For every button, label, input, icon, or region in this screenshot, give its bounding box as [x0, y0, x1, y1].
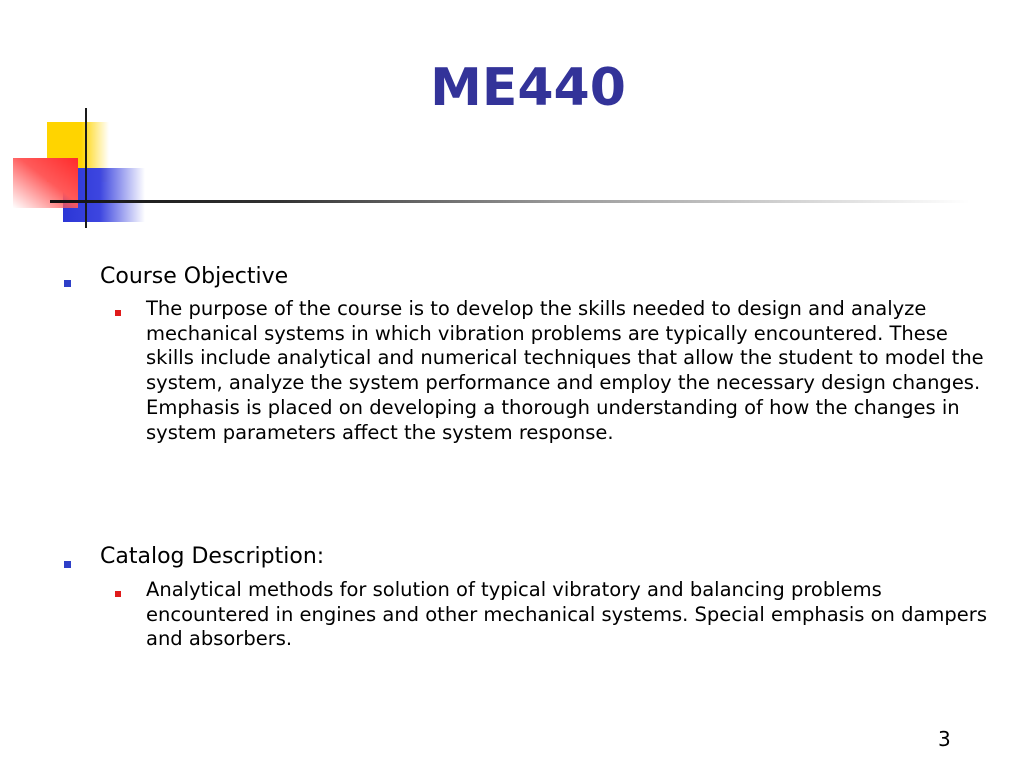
slide-title: ME440	[430, 58, 626, 118]
level2-bullet	[115, 310, 121, 316]
vertical-line	[85, 108, 87, 228]
catalog-description-text: Analytical methods for solution of typical vibratory and balancing problems encountered in engines and other mechanical systems. Special emphasis on dampers and absorbers.	[146, 578, 987, 651]
title-underline-rule	[50, 200, 970, 203]
course-objective-text: The purpose of the course is to develop the skills needed to design and analyze mechanical systems in which vibration problems are typically encountered. These skills include analytical and numerical techniques that allow the student to model the system, analyze the system performance and employ the necessary design changes. Emphasis is placed on developing a thorough understanding of how the changes in system parameters affect the system response.	[146, 297, 984, 444]
level1-bullet	[64, 561, 71, 568]
section-heading-catalog-description: Catalog Description:	[100, 544, 325, 569]
decorative-logo-block	[0, 100, 160, 240]
page-number: 3	[938, 727, 951, 751]
level2-bullet	[115, 591, 121, 597]
section-heading-course-objective: Course Objective	[100, 264, 289, 289]
level1-bullet	[64, 280, 71, 287]
